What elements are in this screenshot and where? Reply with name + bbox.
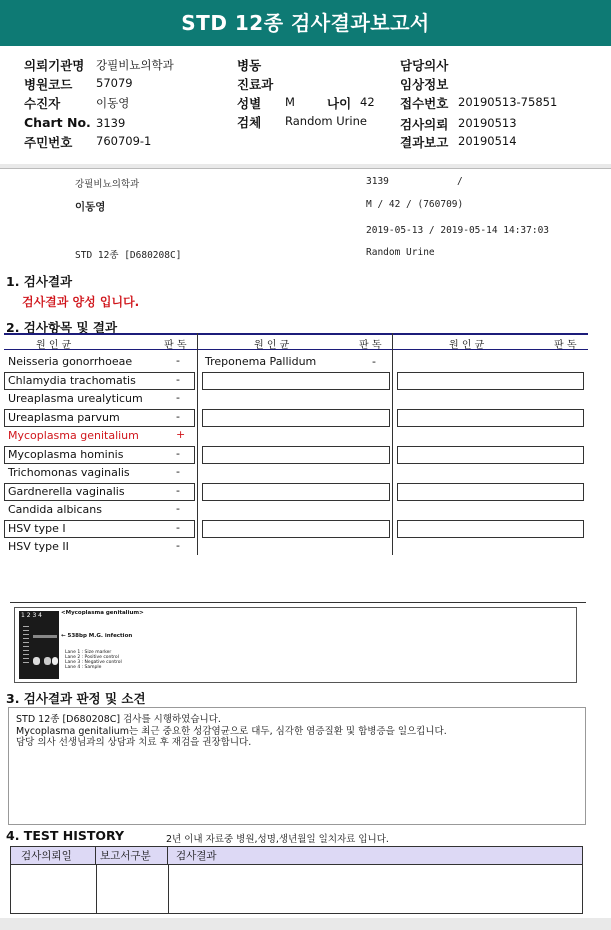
section4-title: 4. TEST HISTORY: [6, 828, 125, 843]
history-col-result: 검사결과: [168, 847, 582, 865]
empty-result-box: [397, 520, 584, 538]
col2-pathogen-header: 원 인 균: [254, 340, 290, 351]
patient-label: 수진자: [24, 96, 61, 111]
id-value: 760709-1: [96, 134, 152, 148]
pathogen-result: -: [176, 446, 180, 460]
empty-result-box: [202, 483, 390, 501]
ward-label: 병동: [237, 58, 262, 73]
gel-legend-item: Lane 2 : Positive control: [65, 655, 119, 660]
col3-pathogen-header: 원 인 균: [449, 340, 485, 351]
divider-line: [10, 602, 586, 603]
history-table: [10, 846, 583, 914]
request-label: 검사의뢰: [400, 117, 449, 132]
column-divider: [197, 333, 198, 555]
gel-title: <Mycoplasma genitalium>: [61, 610, 144, 616]
id-label: 주민번호: [24, 135, 73, 150]
report-sheet: [0, 168, 611, 918]
pathogen-name: HSV type II: [8, 540, 69, 553]
history-col-report-type: 보고서구분: [96, 847, 168, 865]
code-label: 병원코드: [24, 77, 73, 92]
empty-result-box: [397, 372, 584, 390]
pathogen-result: -: [176, 483, 180, 497]
gel-image: [19, 611, 59, 679]
col2-row-name: Treponema Pallidum: [205, 355, 317, 368]
clinical-label: 임상정보: [400, 77, 449, 92]
report-label: 결과보고: [400, 135, 449, 150]
summary-slash: /: [457, 176, 463, 187]
opinion-line: STD 12종 [D680208C] 검사를 시행하였습니다.: [16, 714, 221, 725]
gel-band-label: ← 538bp M.G. infection: [61, 633, 133, 639]
doctor-label: 담당의사: [400, 58, 449, 73]
summary-hospital: 강필비뇨의학과: [75, 179, 140, 190]
col2-result-header: 판 독: [359, 340, 382, 351]
pathogen-result: -: [176, 520, 180, 534]
gel-legend: [65, 650, 122, 670]
sex-label: 성별: [237, 96, 262, 111]
hospital-label: 의뢰기관명: [24, 58, 85, 73]
specimen-value: Random Urine: [285, 114, 367, 128]
section3-title: 3. 검사결과 판정 및 소견: [6, 691, 146, 706]
empty-result-box: [202, 409, 390, 427]
col2-row-result: -: [372, 355, 376, 368]
report-title: STD 12종 검사결과보고서: [0, 0, 611, 46]
summary-patient: 이동영: [75, 201, 106, 213]
sex-value: M: [285, 95, 295, 109]
empty-result-box: [397, 409, 584, 427]
pathogen-result: -: [176, 354, 180, 367]
empty-result-box: [202, 520, 390, 538]
dept-label: 진료과: [237, 77, 274, 92]
specimen-label: 검체: [237, 115, 262, 130]
summary-sex-age: M / 42 / (760709): [366, 199, 464, 210]
pathogen-result: -: [176, 391, 180, 404]
report-header: [0, 46, 611, 164]
summary-chart: 3139: [366, 176, 389, 187]
chart-value: 3139: [96, 116, 126, 130]
empty-result-box: [397, 446, 584, 464]
col1-result-header: 판 독: [164, 340, 187, 351]
pathogen-name: Mycoplasma hominis: [8, 447, 124, 461]
empty-result-box: [202, 372, 390, 390]
gel-lane-numbers: 1 2 3 4: [21, 612, 42, 619]
gel-legend-item: Lane 3 : Negative control: [65, 660, 122, 665]
pathogen-name: Candida albicans: [8, 503, 102, 516]
pathogen-name: Mycoplasma genitalium: [8, 429, 139, 442]
gel-legend-item: Lane 1 : Size marker: [65, 650, 112, 655]
col1-pathogen-header: 원 인 균: [36, 340, 72, 351]
results-table-header: [4, 333, 588, 350]
summary-specimen: Random Urine: [366, 247, 435, 258]
summary-dates: 2019-05-13 / 2019-05-14 14:37:03: [366, 225, 550, 236]
gel-electrophoresis-figure: [14, 607, 577, 683]
result-summary: 검사결과 양성 입니다.: [22, 295, 140, 309]
pathogen-name: Ureaplasma parvum: [8, 410, 120, 424]
section2-title: 2. 검사항목 및 결과: [6, 320, 118, 335]
hospital-value: 강필비뇨의학과: [96, 58, 174, 72]
chart-label: Chart No.: [24, 115, 91, 130]
pathogen-result: -: [176, 372, 180, 386]
pathogen-name: Neisseria gonorrhoeae: [8, 355, 133, 368]
age-value: 42: [360, 95, 375, 109]
col3-result-header: 판 독: [554, 340, 577, 351]
pathogen-result: -: [176, 539, 180, 552]
opinion-box: [8, 707, 586, 825]
empty-result-box: [397, 483, 584, 501]
history-note: 2년 이내 자료중 병원,성명,생년월일 일치자료 입니다.: [166, 834, 389, 845]
opinion-line: 담당 의사 선생님과의 상담과 치료 후 재검을 권장합니다.: [16, 737, 252, 748]
pathogen-result: -: [176, 409, 180, 423]
patient-value: 이동영: [96, 96, 130, 110]
age-label: 나이: [327, 96, 352, 111]
summary-test: STD 12종 [D680208C]: [75, 250, 182, 261]
pathogen-result: -: [176, 465, 180, 478]
column-divider: [392, 333, 393, 555]
section1-title: 1. 검사결과: [6, 274, 73, 289]
opinion-line: Mycoplasma genitalium는 최근 중요한 성감염균으로 대두, 심각한 염증질환 및 합병증을 일으킵니다.: [16, 725, 447, 737]
pathogen-name: HSV type I: [8, 521, 66, 535]
pathogen-result: -: [176, 502, 180, 515]
report-value: 20190514: [458, 134, 517, 148]
pathogen-result: +: [176, 428, 186, 441]
code-value: 57079: [96, 76, 133, 90]
pathogen-name: Trichomonas vaginalis: [8, 466, 130, 479]
pathogen-name: Ureaplasma urealyticum: [8, 392, 143, 405]
gel-legend-item: Lane 4 : Sample: [65, 665, 102, 670]
pathogen-name: Gardnerella vaginalis: [8, 484, 125, 498]
empty-result-box: [202, 446, 390, 464]
history-col-request-date: 검사의뢰일: [11, 847, 96, 865]
receipt-value: 20190513-75851: [458, 95, 558, 109]
receipt-label: 접수번호: [400, 96, 449, 111]
request-value: 20190513: [458, 116, 517, 130]
pathogen-name: Chlamydia trachomatis: [8, 373, 136, 387]
